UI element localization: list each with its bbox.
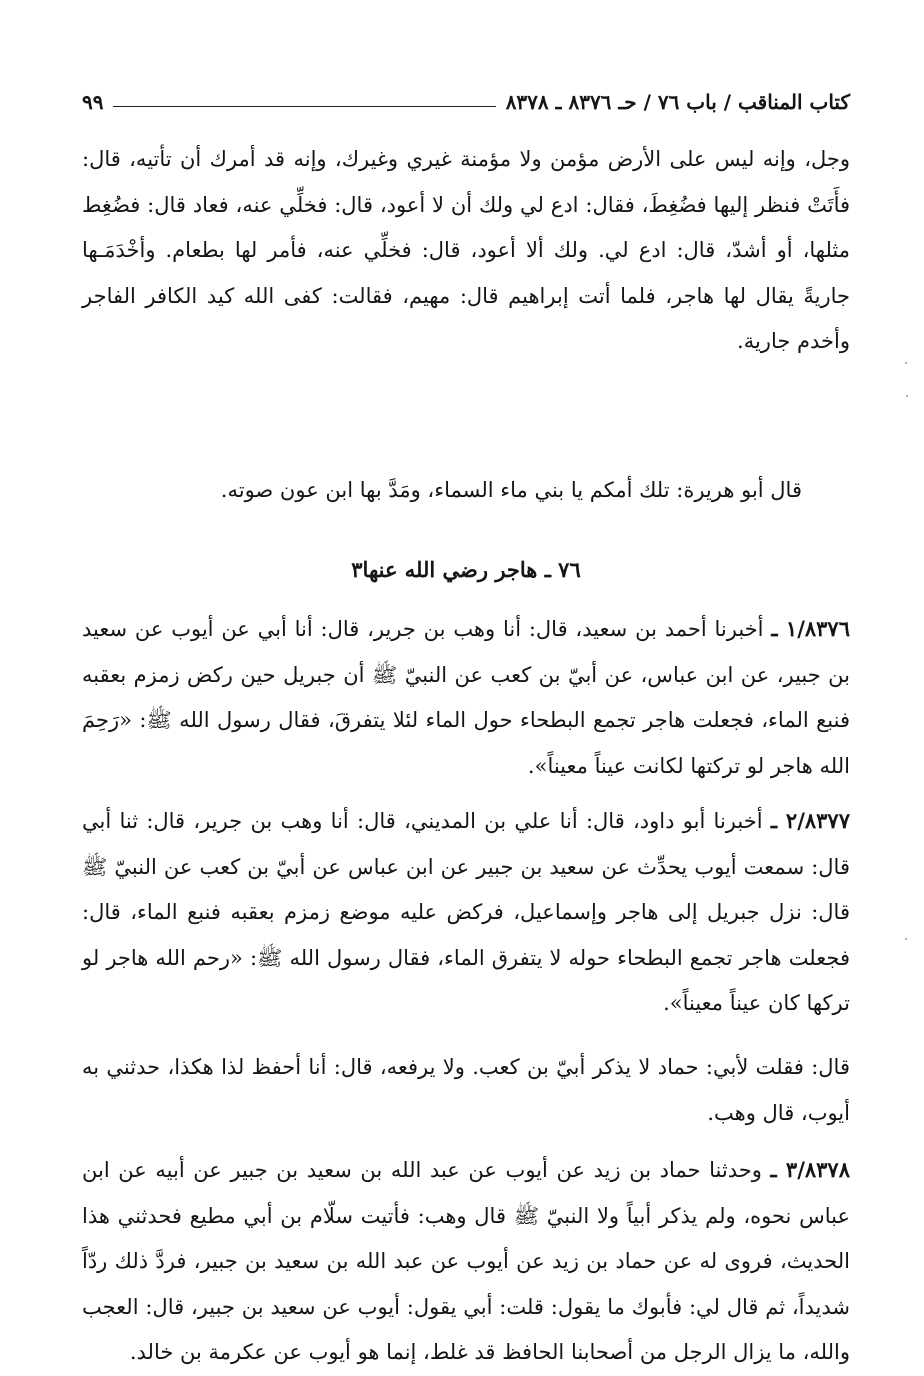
paragraph-commentary: [82, 1044, 850, 1136]
section-heading: ٧٦ ـ هاجر رضي الله عنها٣: [351, 557, 581, 582]
scan-speck: [905, 362, 907, 364]
paragraph-text: قال: فقلت لأبي: حماد لا يذكر أبيّ بن كعب. ولا يرفعه، قال: أنا أحفظ لذا هكذا، حدثني به أيوب، قال وهب.: [82, 1055, 850, 1125]
paragraph-abu-hurayra: [82, 467, 802, 514]
paragraph-text: أخبرنا أحمد بن سعيد، قال: أنا وهب بن جرير، قال: أنا أبي عن أيوب عن سعيد بن جبير، عن ابن عباس، عن أبيّ بن كعب عن النبيّ ﷺ أن جبريل حين ركض زمزم بعقبه فنبع الماء، فجعلت هاجر تجمع البطحاء حول الماء لئلا يتفرقَ، فقال رسول الله ﷺ: «رَحِمَ الله هاجر لو تركتها لكانت عيناً معيناً».: [82, 617, 851, 778]
hadith-number: ١/٨٣٧٦ ـ: [771, 616, 850, 641]
paragraph-continuation: [82, 136, 850, 365]
document-page: [82, 84, 851, 1364]
hadith-8378: [82, 1147, 850, 1376]
paragraph-text: أخبرنا أبو داود، قال: أنا علي بن المديني، قال: أنا وهب بن جرير، قال: ثنا أبي قال: سمعت أيوب يحدِّث عن سعيد بن جبير عن ابن عباس عن أبيّ بن كعب عن النبيّ ﷺ قال: نزل جبريل إلى هاجر وإسماعيل، فركض عليه موضع زمزم بعقبه فنبع الماء، قال: فجعلت هاجر تجمع البطحاء حوله لا يتفرق الماء، فقال رسول الله ﷺ: «رحم الله هاجر لو تركها كان عيناً معيناً».: [82, 809, 850, 1015]
page-number: ٩٩: [82, 90, 104, 114]
paragraph-text: قال أبو هريرة: تلك أمكم يا بني ماء السماء، ومَدَّ بها ابن عون صوته.: [220, 478, 802, 502]
hadith-8377: [82, 798, 850, 1027]
running-header: [82, 84, 850, 114]
paragraph-text: وحدثنا حماد بن زيد عن أيوب عن عبد الله بن سعيد بن جبير عن أبيه عن ابن عباس نحوه، ولم يذكر أبياً ولا النبيّ ﷺ قال وهب: فأتيت سلّام بن أبي مطيع فحدثني هذا الحديث، فروى له عن حماد بن زيد عن أيوب عن عبد الله بن سعيد بن جبير، فردَّ ذلك ردّاً شديداً، ثم قال لي: فأبوك ما يقول: قلت: أبي يقول: أيوب عن سعيد بن جبير، قال: العجب والله، ما يزال الرجل من أصحابنا الحافظ قد غلط، إنما هو أيوب عن عكرمة بن خالد.: [82, 1158, 850, 1364]
header-rule: [113, 106, 495, 107]
hadith-number: ٣/٨٣٧٨ ـ: [770, 1157, 850, 1182]
scan-speck: [906, 395, 908, 397]
scan-speck: [905, 938, 907, 940]
hadith-number: ٢/٨٣٧٧ ـ: [770, 808, 850, 833]
paragraph-text: وجل، وإنه ليس على الأرض مؤمن ولا مؤمنة غيري وغيرك، وإنه قد أمرك أن تأتيه، قال: فأَتَتْ فنظر إليها فضُغِطَ، فقال: ادع لي ولك أن لا أعود، قال: فخلِّي عنه، فعاد قال: فضُغِط مثلها، أو أشدّ، قال: ادع لي. ولك ألا أعود، قال: فخلِّي عنه، فأمر لها بطعام. وأخْدَمَـها جاريةً يقال لها هاجر، فلما أتت إبراهيم قال: مهيم، فقالت: كفى الله كيد الكافر الفاجر وأخدم جارية.: [82, 147, 850, 353]
hadith-8376: [82, 606, 850, 789]
running-title: كتاب المناقب / باب ٧٦ / حـ ٨٣٧٦ ـ ٨٣٧٨: [505, 90, 850, 114]
